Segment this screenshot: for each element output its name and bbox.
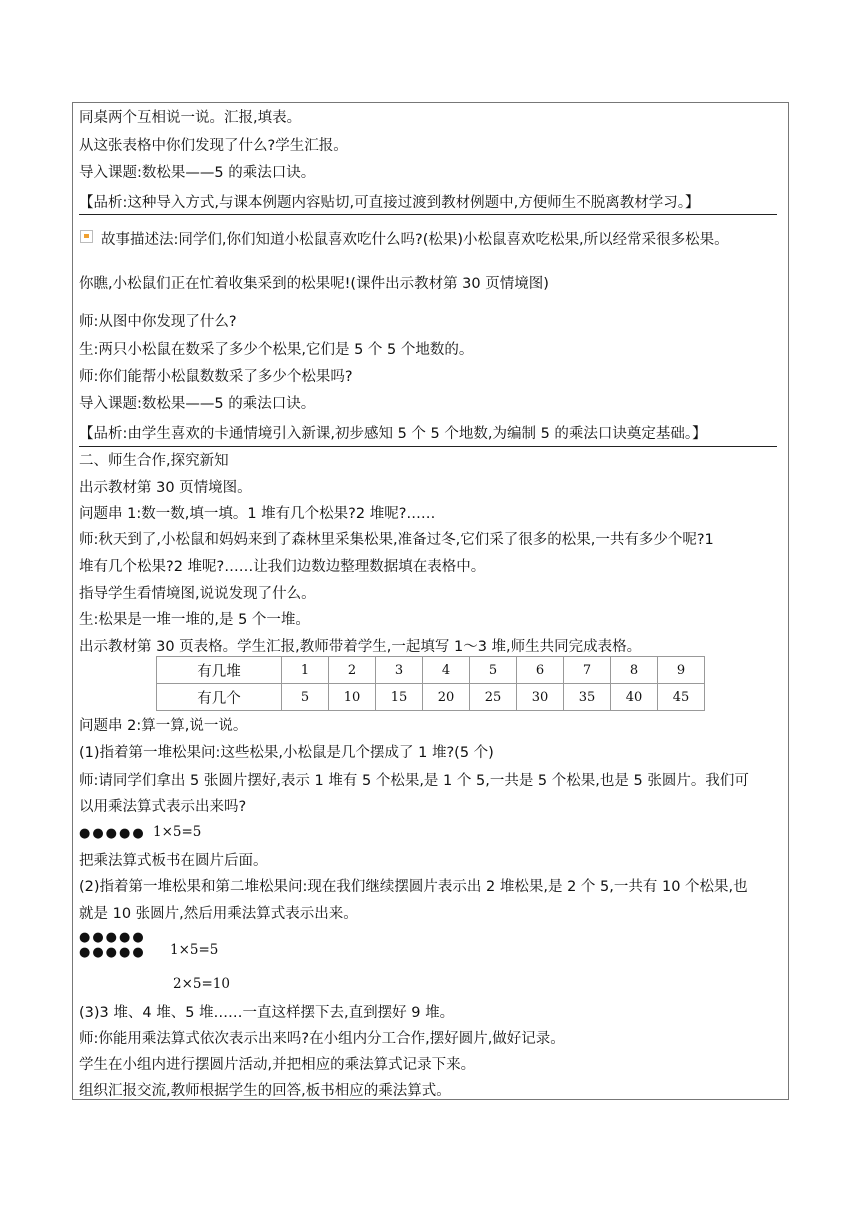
table-cell: 2 [329, 657, 376, 684]
text-line: (1)指着第一堆松果问:这些松果,小松鼠是几个摆成了 1 堆?(5 个) [79, 745, 494, 761]
text-line: (2)指着第一堆松果和第二堆松果问:现在我们继续摆圆片表示出 2 堆松果,是 2 个 5,一共有 10 个松果,也 [79, 879, 748, 895]
text-line: 问题串 2:算一算,说一说。 [79, 718, 248, 734]
text-line: 指导学生看情境图,说说发现了什么。 [79, 586, 316, 602]
text-line: 师:秋天到了,小松鼠和妈妈来到了森林里采集松果,准备过冬,它们采了很多的松果,一共有多少个呢?1 [79, 532, 714, 548]
table-cell: 30 [517, 684, 564, 711]
text-line: 导入课题:数松果——5 的乘法口诀。 [79, 165, 316, 181]
text-line: 同桌两个互相说一说。汇报,填表。 [79, 110, 302, 126]
table-cell: 9 [658, 657, 705, 684]
text-line: 生:松果是一堆一堆的,是 5 个一堆。 [79, 612, 310, 628]
commentary-line: 【品析:这种导入方式,与课本例题内容贴切,可直接过渡到教材例题中,方便师生不脱离教材学习。】 [79, 195, 700, 211]
equation: 1×5=5 [153, 824, 202, 840]
text-line: 故事描述法:同学们,你们知道小松鼠喜欢吃什么吗?(松果)小松鼠喜欢吃松果,所以经常采很多松果。 [101, 232, 729, 248]
text-line: 把乘法算式板书在圆片后面。 [79, 853, 268, 869]
table-cell: 35 [564, 684, 611, 711]
underline-rule [79, 214, 777, 215]
equation: 1×5=5 [170, 942, 219, 958]
table-row [157, 684, 705, 711]
row-header: 有几个 [157, 684, 282, 711]
text-line: 师:请同学们拿出 5 张圆片摆好,表示 1 堆有 5 个松果,是 1 个 5,一共是 5 个松果,也是 5 张圆片。我们可 [79, 773, 749, 789]
counter-dots: ●●●●● [79, 945, 146, 960]
table-cell: 5 [282, 684, 329, 711]
attachment-icon [80, 230, 93, 243]
section-heading: 二、师生合作,探究新知 [79, 453, 229, 469]
underline-rule [79, 446, 777, 447]
table-cell: 25 [470, 684, 517, 711]
text-line: 生:两只小松鼠在数采了多少个松果,它们是 5 个 5 个地数的。 [79, 342, 474, 358]
text-line: 师:你能用乘法算式依次表示出来吗?在小组内分工合作,摆好圆片,做好记录。 [79, 1031, 565, 1047]
text-line: (3)3 堆、4 堆、5 堆……一直这样摆下去,直到摆好 9 堆。 [79, 1005, 455, 1021]
text-line: 就是 10 张圆片,然后用乘法算式表示出来。 [79, 906, 358, 922]
table-cell: 40 [611, 684, 658, 711]
table-cell: 45 [658, 684, 705, 711]
counter-dots: ●●●●● [79, 930, 146, 945]
equation: 2×5=10 [173, 976, 230, 992]
commentary-line: 【品析:由学生喜欢的卡通情境引入新课,初步感知 5 个 5 个地数,为编制 5 的乘法口诀奠定基础。】 [79, 426, 707, 442]
table-cell: 10 [329, 684, 376, 711]
text-line: 出示教材第 30 页表格。学生汇报,教师带着学生,一起填写 1～3 堆,师生共同完成表格。 [79, 639, 642, 655]
table-cell: 6 [517, 657, 564, 684]
counter-dots: ●●●●● [79, 826, 146, 841]
text-line: 你瞧,小松鼠们正在忙着收集采到的松果呢!(课件出示教材第 30 页情境图) [79, 276, 549, 292]
table-cell: 20 [423, 684, 470, 711]
row-header: 有几堆 [157, 657, 282, 684]
table-cell: 5 [470, 657, 517, 684]
text-line: 出示教材第 30 页情境图。 [79, 480, 252, 496]
text-line: 学生在小组内进行摆圆片活动,并把相应的乘法算式记录下来。 [79, 1057, 476, 1073]
table-cell: 8 [611, 657, 658, 684]
text-line: 导入课题:数松果——5 的乘法口诀。 [79, 396, 316, 412]
table-cell: 15 [376, 684, 423, 711]
text-line: 组织汇报交流,教师根据学生的回答,板书相应的乘法算式。 [79, 1083, 451, 1099]
text-line: 以用乘法算式表示出来吗? [79, 799, 247, 815]
text-line: 师:从图中你发现了什么? [79, 314, 237, 330]
table-cell: 3 [376, 657, 423, 684]
table-row [157, 657, 705, 684]
pile-count-table [156, 656, 705, 711]
table-cell: 4 [423, 657, 470, 684]
text-line: 问题串 1:数一数,填一填。1 堆有几个松果?2 堆呢?…… [79, 506, 436, 522]
text-line: 从这张表格中你们发现了什么?学生汇报。 [79, 138, 348, 154]
text-line: 堆有几个松果?2 堆呢?……让我们边数边整理数据填在表格中。 [79, 559, 486, 575]
table-cell: 7 [564, 657, 611, 684]
text-line: 师:你们能帮小松鼠数数采了多少个松果吗? [79, 369, 353, 385]
table-cell: 1 [282, 657, 329, 684]
